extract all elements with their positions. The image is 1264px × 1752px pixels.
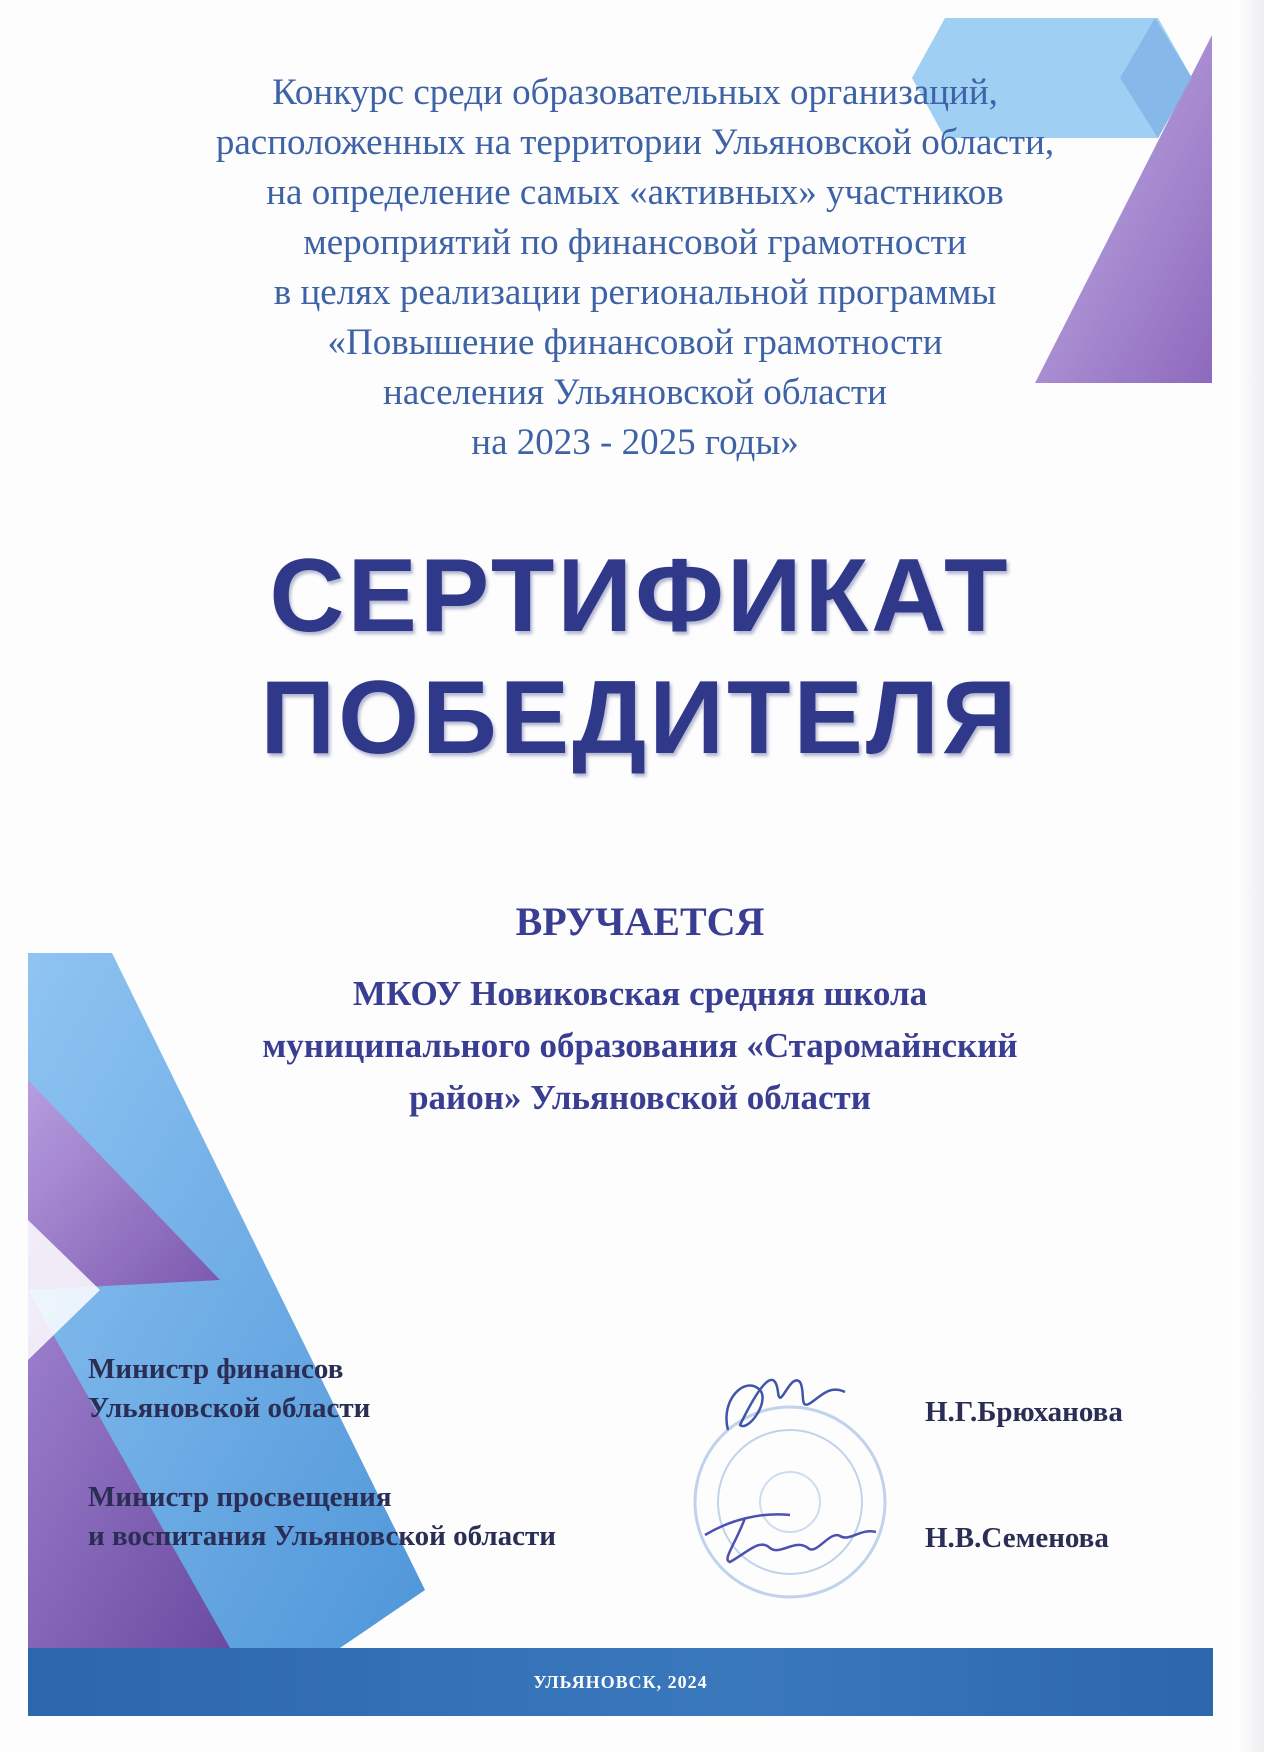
contest-line: населения Ульяновской области [383, 372, 887, 413]
contest-line: на определение самых «активных» участников [266, 172, 1004, 213]
title-line-1: СЕРТИФИКАТ [269, 538, 1011, 654]
recipient-line: МКОУ Новиковская средняя школа [352, 974, 928, 1013]
signature-1 [726, 1380, 845, 1430]
signatory-1-position-line: Министр финансов [88, 1353, 344, 1385]
contest-line: «Повышение финансовой грамотности [327, 322, 943, 363]
contest-line: Конкурс среди образовательных организаций, [272, 72, 998, 113]
official-stamp [695, 1407, 885, 1597]
signatory-2-name: Н.В.Семенова [925, 1522, 1109, 1554]
signatory-2-position-line: и воспитания Ульяновской области [88, 1520, 557, 1552]
signatory-1-position-line: Ульяновской области [88, 1392, 371, 1424]
footer-city-year: УЛЬЯНОВСК, 2024 [533, 1672, 708, 1692]
contest-line: расположенных на территории Ульяновской области, [215, 122, 1055, 163]
footer-band [28, 1648, 1213, 1716]
contest-line: мероприятий по финансовой грамотности [303, 222, 967, 263]
signatory-2-position-line: Министр просвещения [88, 1481, 392, 1513]
title-line-2: ПОБЕДИТЕЛЯ [260, 660, 1020, 776]
recipient-name [150, 968, 1130, 1124]
signatory-1-position [88, 1350, 370, 1428]
recipient-line: муниципального образования «Старомайнский [262, 1026, 1018, 1065]
recipient-line: район» Ульяновской области [409, 1078, 871, 1117]
certificate-title [140, 535, 1140, 779]
awarded-label: ВРУЧАЕТСЯ [515, 899, 765, 944]
signatory-2-position [88, 1478, 556, 1556]
contest-line: на 2023 - 2025 годы» [471, 422, 799, 463]
contest-description [120, 68, 1150, 468]
contest-line: в целях реализации региональной программы [273, 272, 997, 313]
signature-2 [705, 1514, 876, 1562]
signatory-1-name: Н.Г.Брюханова [925, 1396, 1123, 1428]
